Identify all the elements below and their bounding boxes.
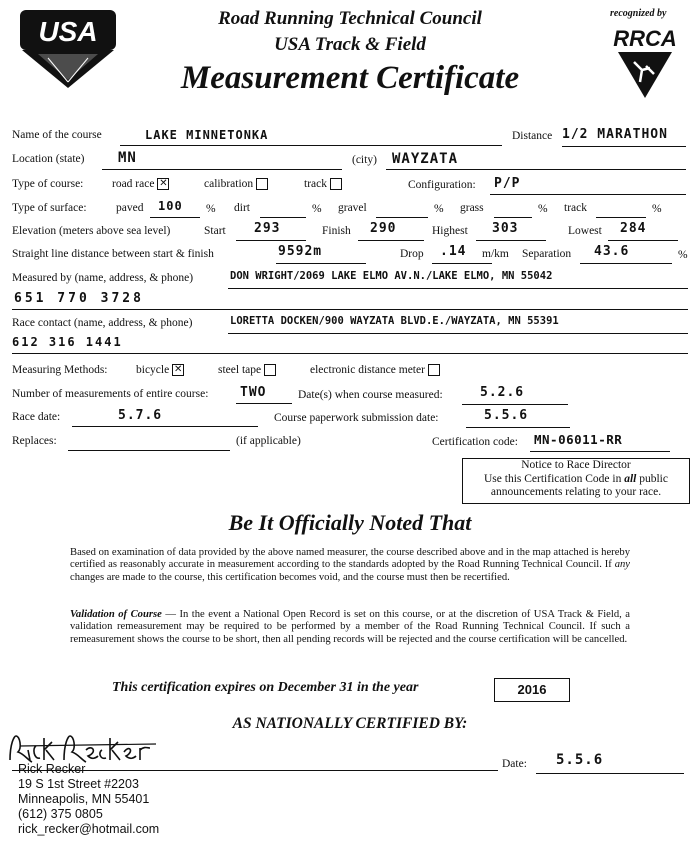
edm-checkbox[interactable] [428, 364, 440, 376]
measured-by-line-2: 651 770 3728 [14, 291, 144, 306]
edm-label: electronic distance meter [310, 364, 425, 376]
bicycle-label: bicycle [136, 364, 170, 376]
sign-date-label: Date: [502, 758, 527, 770]
calibration-option[interactable] [204, 178, 268, 190]
noted-paragraph-1: Based on examination of data provided by the above named measurer, the course described above and in the map attached is hereby certified as reasonably accurate in measurement according to the standards adopted by the Road Running Technical Council. If any changes are made to the course, this certification becomes void, and the course must then be recertified. [70, 547, 630, 583]
surface-label: Type of surface: [12, 202, 87, 214]
contact-label: Race contact (name, address, & phone) [12, 317, 193, 329]
steel-tape-option[interactable] [218, 364, 276, 376]
course-name-label: Name of the course [12, 129, 102, 141]
track-label: track [304, 178, 327, 190]
start-value: 293 [254, 221, 281, 236]
distance-label: Distance [512, 130, 553, 142]
separation-pct: % [678, 249, 688, 261]
replaces-label: Replaces: [12, 435, 57, 447]
paperwork-date-value: 5.5.6 [484, 408, 529, 423]
noted-paragraph-2: Validation of Course — In the event a National Open Record is set on this course, or at the discretion of USA Track & Field, a validation remeasurement may be required to be performed by a member of the Road Running Technical Council. If such a remeasurement shows the course to be short, then all pending records will be rejected and the course certification will be cancelled. [70, 609, 630, 645]
mkm-label: m/km [482, 248, 509, 260]
distance-value: 1/2 MARATHON [562, 127, 668, 142]
start-label: Start [204, 225, 226, 237]
measured-by-line-1: DON WRIGHT/2069 LAKE ELMO AV.N./LAKE ELMO, MN 55042 [230, 270, 553, 282]
steel-tape-label: steel tape [218, 364, 262, 376]
expiry-year: 2016 [517, 682, 547, 697]
highest-value: 303 [492, 221, 519, 236]
dirt-pct: % [312, 203, 322, 215]
num-measurements-value: TWO [240, 385, 267, 400]
steel-tape-checkbox[interactable] [264, 364, 276, 376]
bicycle-checkbox[interactable]: ✕ [174, 364, 183, 376]
edm-option[interactable] [310, 364, 440, 376]
notice-title: Notice to Race Director [521, 459, 631, 471]
finish-label: Finish [322, 225, 351, 237]
road-race-label: road race [112, 178, 155, 190]
configuration-value: P/P [494, 176, 521, 191]
paved-value: 100 [158, 199, 183, 213]
contact-line-1: LORETTA DOCKEN/900 WAYZATA BLVD.E./WAYZATA, MN 55391 [230, 315, 559, 327]
paperwork-date-label: Course paperwork submission date: [274, 412, 439, 424]
road-race-option[interactable] [112, 178, 169, 190]
dirt-label: dirt [234, 202, 250, 214]
svg-text:USA: USA [38, 16, 98, 47]
paved-label: paved [116, 202, 144, 214]
page-title: Measurement Certificate [180, 60, 520, 96]
signer-city: Minneapolis, MN 55401 [18, 792, 150, 806]
cert-code-label: Certification code: [432, 436, 518, 448]
track-pct: % [652, 203, 662, 215]
gravel-pct: % [434, 203, 444, 215]
num-measurements-label: Number of measurements of entire course: [12, 388, 209, 400]
notice-line-3: announcements relating to your race. [490, 486, 662, 498]
dates-measured-value: 5.2.6 [480, 385, 525, 400]
signer-email: rick_recker@hotmail.com [18, 822, 160, 836]
road-race-checkbox[interactable]: ✕ [159, 178, 168, 190]
methods-label: Measuring Methods: [12, 364, 108, 376]
highest-label: Highest [432, 225, 468, 237]
svg-text:RRCA: RRCA [613, 26, 677, 51]
track-checkbox[interactable] [330, 178, 342, 190]
calibration-label: calibration [204, 178, 254, 190]
drop-label: Drop [400, 248, 424, 260]
location-label: Location (state) [12, 153, 85, 165]
usa-logo [18, 8, 118, 90]
contact-line-2: 612 316 1441 [12, 335, 123, 349]
lowest-value: 284 [620, 221, 647, 236]
sign-date-value: 5.5.6 [556, 752, 604, 768]
expiry-year-box [494, 678, 570, 702]
if-applicable-label: (if applicable) [236, 435, 301, 447]
city-label: (city) [352, 154, 377, 166]
notice-box [462, 458, 690, 504]
lowest-label: Lowest [568, 225, 602, 237]
noted-heading: Be It Officially Noted That [228, 510, 472, 535]
calibration-checkbox[interactable] [256, 178, 268, 190]
grass-label: grass [460, 202, 484, 214]
drop-value: .14 [440, 244, 467, 259]
race-date-value: 5.7.6 [118, 408, 163, 423]
grass-pct: % [538, 203, 548, 215]
gravel-label: gravel [338, 202, 367, 214]
separation-label: Separation [522, 248, 572, 260]
straight-line-label: Straight line distance between start & finish [12, 248, 214, 260]
org-line-2: USA Track & Field [274, 34, 426, 55]
city-value: WAYZATA [392, 151, 459, 167]
measured-by-label: Measured by (name, address, & phone) [12, 272, 194, 284]
org-line-1: Road Running Technical Council [218, 8, 482, 29]
recognized-by-label: recognized by [610, 8, 667, 19]
straight-line-value: 9592m [278, 244, 323, 259]
expiry-label: This certification expires on December 31 in the year [112, 680, 419, 695]
configuration-label: Configuration: [408, 179, 476, 191]
signer-phone: (612) 375 0805 [18, 807, 103, 821]
elevation-label: Elevation (meters above sea level) [12, 225, 171, 237]
signer-street: 19 S 1st Street #2203 [18, 777, 139, 791]
bicycle-option[interactable] [136, 364, 184, 376]
finish-value: 290 [370, 221, 397, 236]
notice-line-2: Use this Certification Code in all public [484, 472, 668, 485]
track-surface-label: track [564, 202, 587, 214]
dates-measured-label: Date(s) when course measured: [298, 389, 443, 401]
cert-code-value: MN-06011-RR [534, 432, 623, 447]
paved-pct: % [206, 203, 216, 215]
rrca-logo [612, 22, 678, 100]
track-option[interactable] [304, 178, 342, 190]
course-name-value: LAKE MINNETONKA [145, 128, 269, 142]
race-date-label: Race date: [12, 411, 61, 423]
certified-by-heading: AS NATIONALLY CERTIFIED BY: [232, 715, 468, 732]
signer-name: Rick Recker [18, 762, 86, 776]
type-course-label: Type of course: [12, 178, 84, 190]
separation-value: 43.6 [594, 244, 630, 259]
state-value: MN [118, 150, 137, 166]
